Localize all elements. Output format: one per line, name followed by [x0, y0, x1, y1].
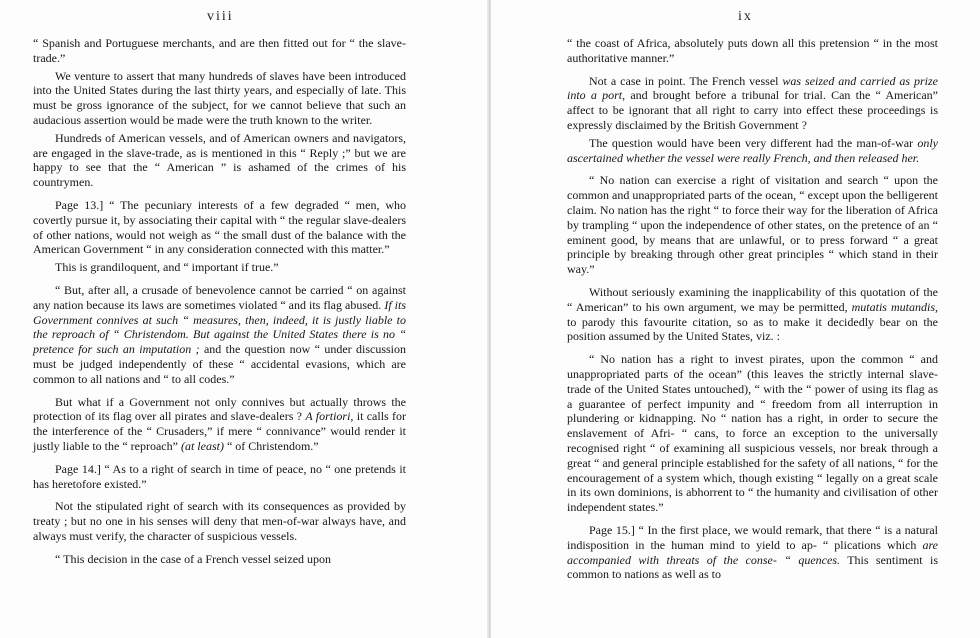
- text-run: “ of Christendom.”: [226, 438, 319, 453]
- text-run: it calls for the interference of the “ Crusaders,” if mere “ connivance” would render it justly liable to the “ reproach”: [33, 409, 407, 453]
- quotation: “ No nation has a right to invest pirates, upon the common “ and unappropriated parts of the ocean” (this leaves the strictly internal slave-trade of the United States untouched), “ with the “ power of using its flag as a guarantee of perfect impunity and “ freedom from all interruption in plundering or kidnapping. No “ nation has a right, in order to secure the enslavement of Afri- “ cans, to force an exception to the universally recognised right “ of examining all suspicious vessels, nor break through a great “ and general principle established for the safety of all nations, “ for the encouragement of a system which, though existing “ legally on a great scale in its own dominions, is abhorrent to “ the humanity and civilisation of other independent states.”: [567, 352, 938, 515]
- text-column: [33, 36, 406, 570]
- text-run: “ But, after all, a crusade of benevolence cannot be carried “ on against any nation because its laws are sometimes violated “ and its flag abused.: [33, 282, 406, 312]
- right-page: [491, 0, 980, 638]
- page-number: viii: [207, 9, 234, 24]
- italic-run: (at least): [180, 438, 224, 453]
- text-run: But what if a Government not only connives but actually throws the protection of its flag over all pirates and slave-dealers ?: [33, 394, 406, 424]
- text-run: Not a case in point. The French vessel: [589, 73, 779, 88]
- text-run: and the question now “ under discussion must be judged independently of these “ accidental evasions, which are common to all nations and “ to all codes.”: [33, 342, 407, 386]
- paragraph: [567, 285, 938, 344]
- italic-run: was seized and carried as prize into a port,: [567, 73, 938, 103]
- quotation: [567, 523, 938, 582]
- italic-run: If its Government connives at such “ measures, then, indeed, it is justly liable to the reproach of “ Christendom. But against the United States there is no “ pretence for such an imputation ;: [33, 297, 407, 357]
- italic-run: only ascertained whether the vessel were really French, and then released her.: [567, 135, 938, 165]
- quotation: [33, 283, 406, 387]
- text-column: [567, 36, 938, 585]
- paragraph: “ Spanish and Portuguese merchants, and are then fitted out for “ the slave-trade.”: [33, 36, 406, 65]
- italic-run: are accompanied with threats of the conse- “ quences.: [567, 537, 938, 567]
- paragraph: [33, 395, 406, 454]
- text-run: and brought before a tribunal for trial. Can the “ American” affect to be ignorant that all right to carry into effect these proceedings is expressly disclaimed by the British Government ?: [567, 88, 939, 132]
- paragraph: We venture to assert that many hundreds of slaves have been introduced into the United States during the last thirty years, and especially of late. This must be gross ignorance of the subject, for we cannot believe that such an audacious assertion would be made were the truth known to the writer.: [33, 68, 406, 127]
- text-run: Page 15.] “ In the first place, we would remark, that there “ is a natural indisposition in the human mind to yield to ap- “ plications which: [567, 522, 938, 552]
- text-run: Without seriously examining the inapplicability of this quotation of the “ American” to his own argument, we may be permitted,: [567, 284, 938, 314]
- italic-run: mutatis mutandis,: [851, 299, 939, 314]
- paragraph: [567, 74, 938, 133]
- paragraph: Not the stipulated right of search with its consequences as provided by treaty ; but no one in his senses will deny that men-of-war always have, and always must verify, the character of suspicious vessels.: [33, 499, 406, 543]
- quotation: Page 13.] “ The pecuniary interests of a few degraded “ men, who covertly pursue it, by associating their capital with “ the regular slave-dealers of other nations, would not weigh as “ the small dust of the balance with the American Government “ in any consideration connected with this matter.”: [33, 197, 406, 257]
- paragraph: This is grandiloquent, and “ important if true.”: [55, 260, 279, 275]
- text-run: to parody this favourite citation, so as to make it decidedly bear on the position assumed by the United States, viz. :: [567, 314, 938, 344]
- quotation: “ the coast of Africa, absolutely puts down all this pretension “ in the most authoritative manner.”: [567, 36, 938, 65]
- paragraph: [567, 136, 938, 166]
- italic-run: A fortiori,: [305, 409, 354, 424]
- quotation: “ No nation can exercise a right of visitation and search “ upon the common and unappropriated parts of the ocean, “ except upon the belligerent claim. No nation has the right “ to force their way for the liberation of Africa by trampling “ upon the independence of other states, on the pretence of an “ eminent good, by means that are unlawful, or to press forward “ a great principle by breaking through other great principles “ which stand in their way.”: [567, 173, 938, 277]
- quotation: Page 14.] “ As to a right of search in time of peace, no “ one pretends it has heretofore existed.”: [33, 461, 406, 491]
- page-number: ix: [738, 9, 753, 24]
- text-run: This sentiment is common to nations as well as to: [567, 552, 938, 582]
- paragraph: Hundreds of American vessels, and of American owners and navigators, are engaged in the slave-trade, as is mentioned in this “ Reply ;” but we are happy to see that the “ American ” is ashamed of the crimes of his countrymen.: [33, 130, 406, 190]
- left-page: [0, 0, 489, 638]
- quotation: “ This decision in the case of a French vessel seized upon: [55, 551, 332, 566]
- text-run: The question would have been very different had the man-of-war: [589, 135, 914, 150]
